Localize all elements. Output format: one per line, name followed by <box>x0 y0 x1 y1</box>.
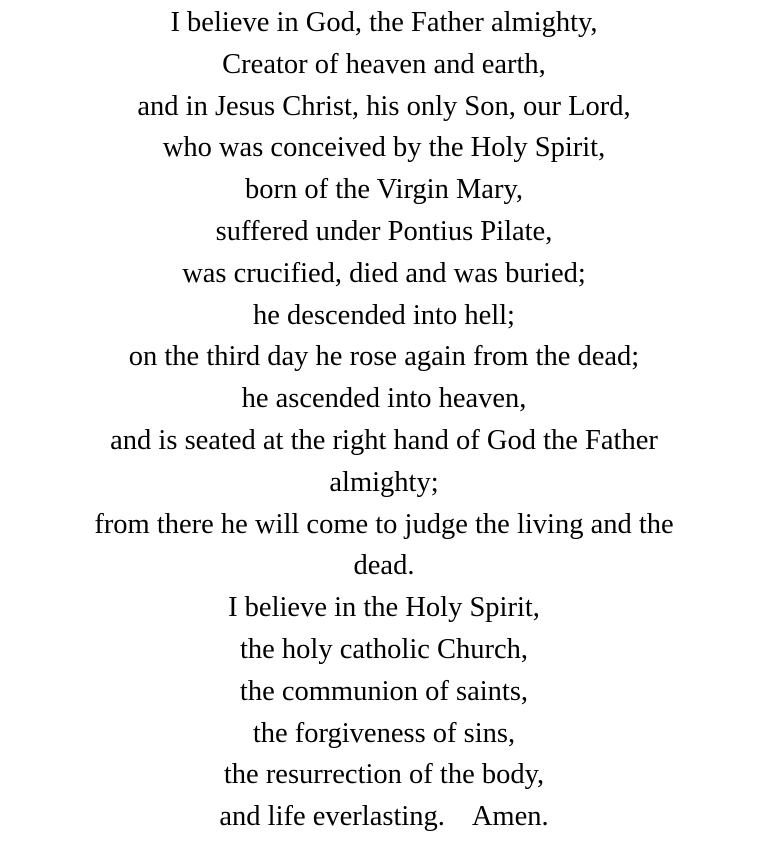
creed-line: the communion of saints, <box>239 675 529 707</box>
creed-line: and in Jesus Christ, his only Son, our Lord, <box>137 90 631 122</box>
creed-line: dead. <box>353 550 415 582</box>
creed-line: he ascended into heaven, <box>241 383 527 415</box>
creed-text <box>0 2 768 838</box>
creed-line: who was conceived by the Holy Spirit, <box>162 132 606 164</box>
creed-line: he descended into hell; <box>253 299 515 331</box>
creed-line: and life everlasting. Amen. <box>219 801 549 833</box>
creed-line: the holy catholic Church, <box>239 633 529 665</box>
creed-line: Creator of heaven and earth, <box>222 48 546 80</box>
creed-line: suffered under Pontius Pilate, <box>215 215 553 247</box>
creed-line: I believe in the Holy Spirit, <box>228 592 540 624</box>
creed-line: from there he will come to judge the living and the <box>94 508 674 540</box>
creed-line: the forgiveness of sins, <box>252 717 516 749</box>
creed-line: born of the Virgin Mary, <box>245 174 523 206</box>
creed-line: I believe in God, the Father almighty, <box>170 7 598 38</box>
creed-line: and is seated at the right hand of God the Father <box>110 424 658 456</box>
creed-line: was crucified, died and was buried; <box>182 257 586 289</box>
creed-line: almighty; <box>329 466 439 498</box>
creed-line: the resurrection of the body, <box>223 759 545 791</box>
creed-line: on the third day he rose again from the dead; <box>128 341 640 373</box>
